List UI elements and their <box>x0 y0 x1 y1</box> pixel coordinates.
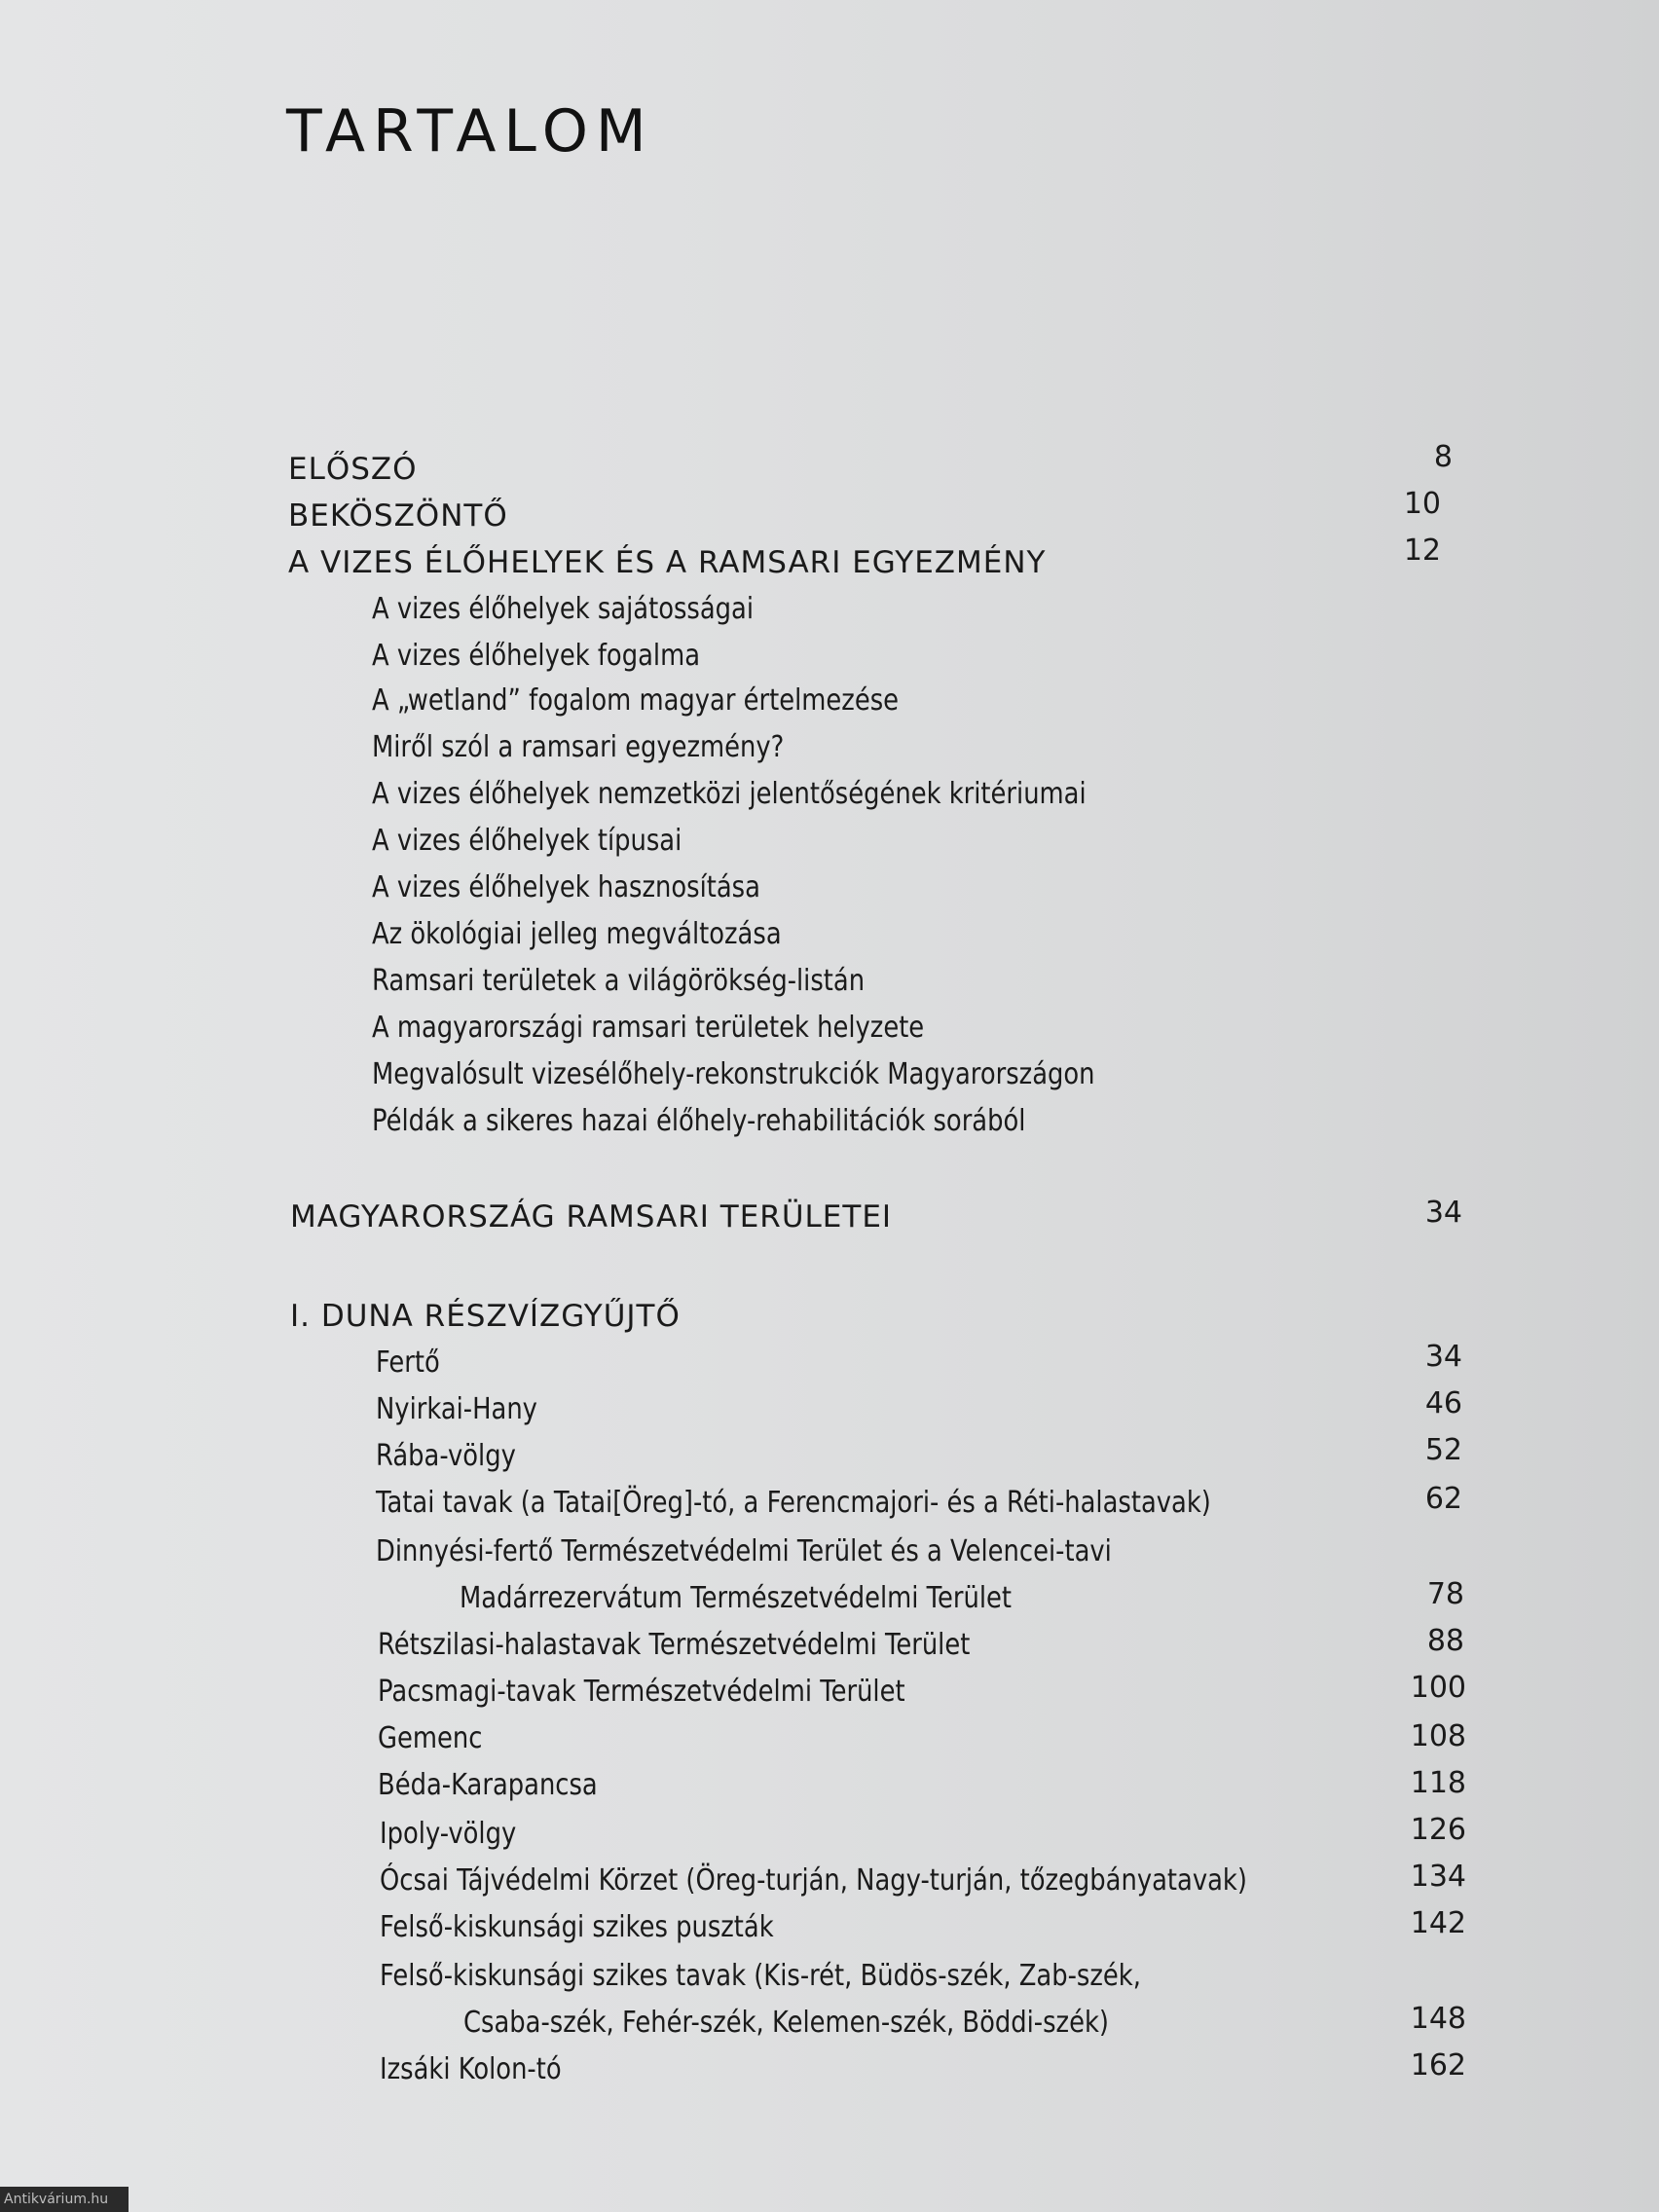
toc-entry: A vizes élőhelyek hasznosítása <box>372 870 760 904</box>
toc-entry: Nyirkai-Hany <box>376 1392 537 1426</box>
toc-entry: Megvalósult vizesélőhely-rekonstrukciók Magyarországon <box>372 1057 1095 1091</box>
toc-entry: A magyarországi ramsari területek helyzete <box>372 1011 925 1045</box>
toc-entry: Ipoly-völgy <box>380 1817 517 1851</box>
toc-entry: Izsáki Kolon-tó <box>380 2052 562 2086</box>
toc-entry: Fertő <box>376 1346 440 1380</box>
toc-entry: Ramsari területek a világörökség-listán <box>372 964 866 998</box>
toc-entry: Béda-Karapancsa <box>378 1768 598 1802</box>
toc-page-number: 148 <box>1410 2002 1466 2036</box>
toc-entry: A vizes élőhelyek sajátosságai <box>372 592 755 626</box>
toc-entry: ELŐSZÓ <box>288 452 418 487</box>
toc-entry: Az ökológiai jelleg megváltozása <box>372 917 782 951</box>
toc-page-number: 34 <box>1424 1340 1462 1374</box>
toc-entry: Felső-kiskunsági szikes tavak (Kis-rét, Büdös-szék, Zab-szék, <box>380 1959 1141 1993</box>
toc-page-number: 88 <box>1426 1624 1464 1658</box>
toc-page-number: 100 <box>1410 1671 1466 1705</box>
toc-entry: Rába-völgy <box>376 1439 516 1473</box>
toc-entry: I. DUNA RÉSZVÍZGYŰJTŐ <box>290 1299 681 1334</box>
toc-entry: Miről szól a ramsari egyezmény? <box>372 730 785 764</box>
page-title: TARTALOM <box>286 97 654 166</box>
toc-page-number: 78 <box>1426 1577 1464 1611</box>
watermark: Antikvárium.hu <box>0 2187 129 2212</box>
toc-page-number: 108 <box>1410 1719 1466 1753</box>
toc-page-number: 118 <box>1410 1766 1466 1800</box>
toc-entry: Madárrezervátum Természetvédelmi Terület <box>460 1581 1013 1615</box>
toc-entry: Példák a sikeres hazai élőhely-rehabilitációk sorából <box>372 1104 1026 1138</box>
toc-page-number: 142 <box>1410 1906 1466 1940</box>
toc-page-number: 62 <box>1424 1482 1462 1516</box>
toc-page-number: 10 <box>1403 487 1441 521</box>
toc-page-number: 126 <box>1410 1813 1466 1847</box>
toc-page-number: 52 <box>1424 1433 1462 1467</box>
toc-page-number: 134 <box>1410 1860 1466 1894</box>
toc-entry: A vizes élőhelyek típusai <box>372 824 682 858</box>
toc-entry: A vizes élőhelyek fogalma <box>372 639 701 673</box>
toc-entry: Gemenc <box>378 1721 483 1755</box>
toc-entry: Felső-kiskunsági szikes puszták <box>380 1910 774 1944</box>
toc-entry: A „wetland” fogalom magyar értelmezése <box>372 683 900 718</box>
toc-page-number: 8 <box>1433 440 1453 474</box>
toc-page-number: 46 <box>1424 1386 1462 1420</box>
toc-page-number: 162 <box>1410 2048 1466 2083</box>
toc-page-number: 12 <box>1403 534 1441 568</box>
toc-entry: Csaba-szék, Fehér-szék, Kelemen-szék, Böddi-szék) <box>463 2006 1109 2040</box>
toc-entry: A VIZES ÉLŐHELYEK ÉS A RAMSARI EGYEZMÉNY <box>288 545 1047 580</box>
toc-entry: A vizes élőhelyek nemzetközi jelentőségének kritériumai <box>372 777 1087 811</box>
toc-entry: Tatai tavak (a Tatai[Öreg]-tó, a Ferencmajori- és a Réti-halastavak) <box>376 1486 1211 1520</box>
toc-entry: Pacsmagi-tavak Természetvédelmi Terület <box>378 1675 905 1709</box>
toc-entry: Ócsai Tájvédelmi Körzet (Öreg-turján, Nagy-turján, tőzegbányatavak) <box>380 1863 1247 1898</box>
toc-entry: MAGYARORSZÁG RAMSARI TERÜLETEI <box>290 1199 893 1235</box>
toc-entry: Dinnyési-fertő Természetvédelmi Terület és a Velencei-tavi <box>376 1534 1112 1568</box>
toc-page-number: 34 <box>1424 1196 1462 1230</box>
toc-entry: Rétszilasi-halastavak Természetvédelmi Terület <box>378 1628 971 1662</box>
toc-entry: BEKÖSZÖNTŐ <box>288 498 508 534</box>
